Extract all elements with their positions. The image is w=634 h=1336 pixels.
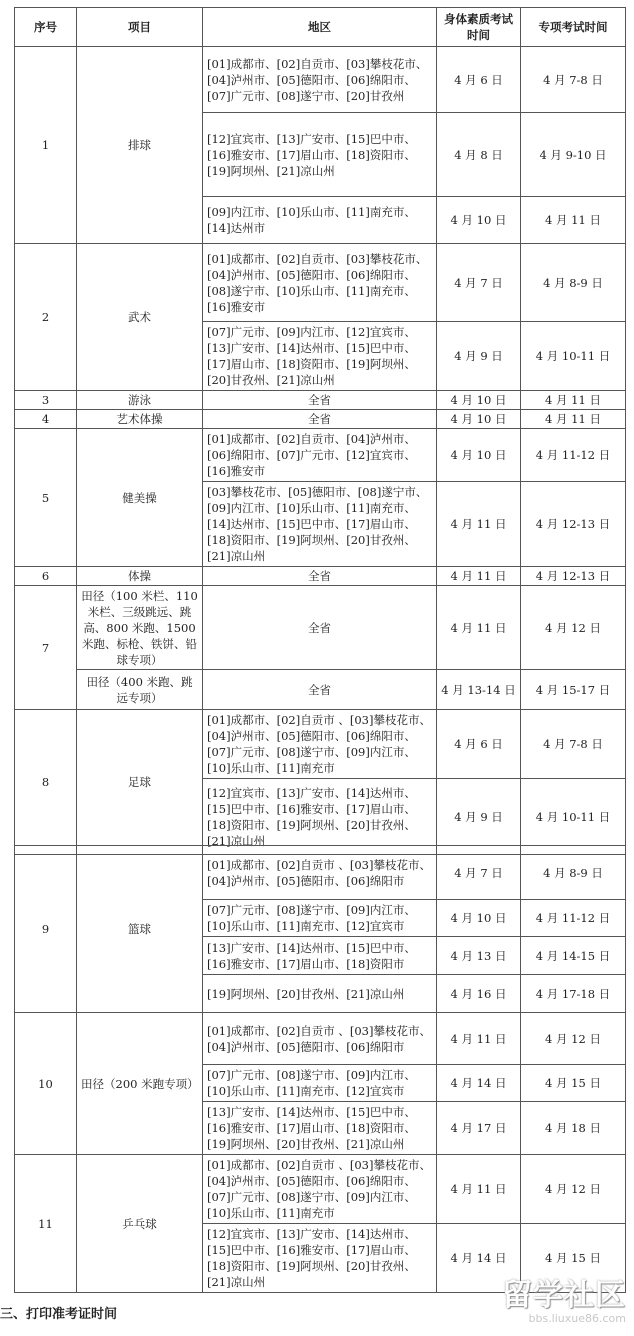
row-fitness-time: 4 月 9 日 <box>437 779 521 855</box>
watermark <box>502 1270 626 1325</box>
row-special-time: 4 月 12-13 日 <box>521 567 626 586</box>
exam-schedule-table-1 <box>14 7 626 855</box>
row-area: 全省 <box>203 567 437 586</box>
row-area: [07]广元市、[08]遂宁市、[09]内江市、[10]乐山市、[11]南充市、[12]宜宾市 <box>203 1065 437 1102</box>
row-item: 田径（100 米栏、110 米栏、三级跳远、跳高、800 米跑、1500 米跑、标枪、铁饼、铅球专项） <box>77 586 203 670</box>
row-special-time: 4 月 12 日 <box>521 1013 626 1065</box>
row-item: 游泳 <box>77 391 203 410</box>
row-area: [12]宜宾市、[13]广安市、[14]达州市、[15]巴中市、[16]雅安市、[17]眉山市、[18]资阳市、[19]阿坝州、[20]甘孜州、[21]凉山州 <box>203 779 437 855</box>
row-special-time: 4 月 14-15 日 <box>521 937 626 975</box>
row-area: 全省 <box>203 410 437 429</box>
row-area: 全省 <box>203 670 437 710</box>
row-item: 排球 <box>77 47 203 244</box>
row-fitness-time: 4 月 14 日 <box>437 1224 521 1293</box>
row-area: 全省 <box>203 586 437 670</box>
row-area: [01]成都市、[02]自贡市、[03]攀枝花市、[04]泸州市、[05]德阳市、[06]绵阳市、[07]广元市、[08]遂宁市、[20]甘孜州 <box>203 47 437 113</box>
header-special-time: 专项考试时间 <box>521 8 626 47</box>
row-no: 9 <box>15 846 77 1013</box>
row-no: 8 <box>15 710 77 855</box>
row-special-time: 4 月 12 日 <box>521 586 626 670</box>
row-fitness-time: 4 月 6 日 <box>437 47 521 113</box>
row-fitness-time: 4 月 13 日 <box>437 937 521 975</box>
table-row <box>15 1013 626 1065</box>
watermark-logo: 留学社区 <box>502 1278 626 1313</box>
row-special-time: 4 月 11 日 <box>521 410 626 429</box>
row-item: 艺术体操 <box>77 410 203 429</box>
row-area: [01]成都市、[02]自贡市 、[03]攀枝花市、[04]泸州市、[05]德阳市、[06]绵阳市、[07]广元市、[08]遂宁市、[09]内江市、[10]乐山市、[11]南充市 <box>203 1155 437 1224</box>
exam-schedule-table-2 <box>14 845 626 1293</box>
row-item: 健美操 <box>77 429 203 567</box>
row-item: 武术 <box>77 244 203 391</box>
row-no: 3 <box>15 391 77 410</box>
row-item: 足球 <box>77 710 203 855</box>
row-fitness-time: 4 月 14 日 <box>437 1065 521 1102</box>
row-area: [01]成都市、[02]自贡市 、[03]攀枝花市、[04]泸州市、[05]德阳市、[06]绵阳市 <box>203 1013 437 1065</box>
row-fitness-time: 4 月 11 日 <box>437 567 521 586</box>
table-row <box>15 567 626 586</box>
row-fitness-time: 4 月 11 日 <box>437 482 521 567</box>
row-no: 4 <box>15 410 77 429</box>
row-area: [19]阿坝州、[20]甘孜州、[21]凉山州 <box>203 975 437 1013</box>
row-fitness-time: 4 月 7 日 <box>437 846 521 900</box>
table-row <box>15 391 626 410</box>
table-row <box>15 410 626 429</box>
row-special-time: 4 月 17-18 日 <box>521 975 626 1013</box>
table-row <box>15 1155 626 1224</box>
row-special-time: 4 月 7-8 日 <box>521 47 626 113</box>
row-area: [01]成都市、[02]自贡市、[04]泸州市、[06]绵阳市、[07]广元市、[12]宜宾市、[16]雅安市 <box>203 429 437 482</box>
row-fitness-time: 4 月 10 日 <box>437 391 521 410</box>
row-area: [03]攀枝花市、[05]德阳市、[08]遂宁市、[09]内江市、[10]乐山市、[11]南充市、[14]达州市、[15]巴中市、[17]眉山市、[18]资阳市、[19]阿坝州、[20]甘孜州、[21]凉山州 <box>203 482 437 567</box>
row-special-time: 4 月 15 日 <box>521 1065 626 1102</box>
table-row <box>15 47 626 113</box>
row-area: [01]成都市、[02]自贡市 、[03]攀枝花市、[04]泸州市、[05]德阳市、[06]绵阳市、[07]广元市、[08]遂宁市、[09]内江市、[10]乐山市、[11]南充市 <box>203 710 437 779</box>
row-special-time: 4 月 15 日 <box>521 1224 626 1293</box>
row-area: [01]成都市、[02]自贡市 、[03]攀枝花市、[04]泸州市、[05]德阳市、[06]绵阳市 <box>203 846 437 900</box>
row-no: 6 <box>15 567 77 586</box>
row-area: [13]广安市、[14]达州市、[15]巴中市、[16]雅安市、[17]眉山市、[18]资阳市 <box>203 937 437 975</box>
row-fitness-time: 4 月 11 日 <box>437 1155 521 1224</box>
row-item: 乒乓球 <box>77 1155 203 1293</box>
row-fitness-time: 4 月 11 日 <box>437 1013 521 1065</box>
table-row <box>15 429 626 482</box>
row-area: [12]宜宾市、[13]广安市、[15]巴中市、[16]雅安市、[17]眉山市、[18]资阳市、[19]阿坝州、[21]凉山州 <box>203 113 437 197</box>
row-special-time: 4 月 11 日 <box>521 197 626 244</box>
row-no: 1 <box>15 47 77 244</box>
row-special-time: 4 月 8-9 日 <box>521 244 626 322</box>
row-no: 10 <box>15 1013 77 1155</box>
row-fitness-time: 4 月 8 日 <box>437 113 521 197</box>
table-row <box>15 710 626 779</box>
row-special-time: 4 月 11-12 日 <box>521 900 626 937</box>
row-area: [09]内江市、[10]乐山市、[11]南充市、[14]达州市 <box>203 197 437 244</box>
row-area: [07]广元市、[08]遂宁市、[09]内江市、[10]乐山市、[11]南充市、[12]宜宾市 <box>203 900 437 937</box>
row-special-time: 4 月 11-12 日 <box>521 429 626 482</box>
row-no: 2 <box>15 244 77 391</box>
row-item: 田径（400 米跑、跳远专项） <box>77 670 203 710</box>
table-row <box>15 846 626 900</box>
row-special-time: 4 月 9-10 日 <box>521 113 626 197</box>
row-fitness-time: 4 月 9 日 <box>437 322 521 391</box>
row-item: 体操 <box>77 567 203 586</box>
table-row <box>15 244 626 322</box>
section-heading: 三、打印准考证时间 <box>0 1307 118 1322</box>
row-item: 篮球 <box>77 846 203 1013</box>
row-fitness-time: 4 月 10 日 <box>437 410 521 429</box>
row-special-time: 4 月 7-8 日 <box>521 710 626 779</box>
row-fitness-time: 4 月 10 日 <box>437 900 521 937</box>
row-area: [07]广元市、[09]内江市、[12]宜宾市、[13]广安市、[14]达州市、[15]巴中市、[17]眉山市、[18]资阳市、[19]阿坝州、[20]甘孜州、[21]凉山州 <box>203 322 437 391</box>
row-fitness-time: 4 月 17 日 <box>437 1102 521 1155</box>
row-fitness-time: 4 月 7 日 <box>437 244 521 322</box>
row-fitness-time: 4 月 11 日 <box>437 586 521 670</box>
row-fitness-time: 4 月 6 日 <box>437 710 521 779</box>
header-fitness-time: 身体素质考试时间 <box>437 8 521 47</box>
header-no: 序号 <box>15 8 77 47</box>
header-item: 项目 <box>77 8 203 47</box>
row-special-time: 4 月 10-11 日 <box>521 322 626 391</box>
row-no: 11 <box>15 1155 77 1293</box>
row-special-time: 4 月 10-11 日 <box>521 779 626 855</box>
watermark-url: bbs.liuxue86.com <box>528 1312 626 1325</box>
table-row <box>15 670 626 710</box>
row-fitness-time: 4 月 10 日 <box>437 197 521 244</box>
row-fitness-time: 4 月 13-14 日 <box>437 670 521 710</box>
table-row <box>15 586 626 670</box>
row-special-time: 4 月 11 日 <box>521 391 626 410</box>
row-area: [12]宜宾市、[13]广安市、[14]达州市、[15]巴中市、[16]雅安市、[17]眉山市、[18]资阳市、[19]阿坝州、[20]甘孜州、[21]凉山州 <box>203 1224 437 1293</box>
table-header-row <box>15 8 626 47</box>
row-area: [01]成都市、[02]自贡市、[03]攀枝花市、[04]泸州市、[05]德阳市、[06]绵阳市、[08]遂宁市、[10]乐山市、[11]南充市、[16]雅安市 <box>203 244 437 322</box>
row-special-time: 4 月 12-13 日 <box>521 482 626 567</box>
row-no: 5 <box>15 429 77 567</box>
row-area: [13]广安市、[14]达州市、[15]巴中市、[16]雅安市、[17]眉山市、[18]资阳市、[19]阿坝州、[20]甘孜州、[21]凉山州 <box>203 1102 437 1155</box>
row-special-time: 4 月 15-17 日 <box>521 670 626 710</box>
row-fitness-time: 4 月 10 日 <box>437 429 521 482</box>
row-area: 全省 <box>203 391 437 410</box>
row-special-time: 4 月 8-9 日 <box>521 846 626 900</box>
row-no: 7 <box>15 586 77 710</box>
header-area: 地区 <box>203 8 437 47</box>
row-item: 田径（200 米跑专项） <box>77 1013 203 1155</box>
row-fitness-time: 4 月 16 日 <box>437 975 521 1013</box>
row-special-time: 4 月 12 日 <box>521 1155 626 1224</box>
row-special-time: 4 月 18 日 <box>521 1102 626 1155</box>
